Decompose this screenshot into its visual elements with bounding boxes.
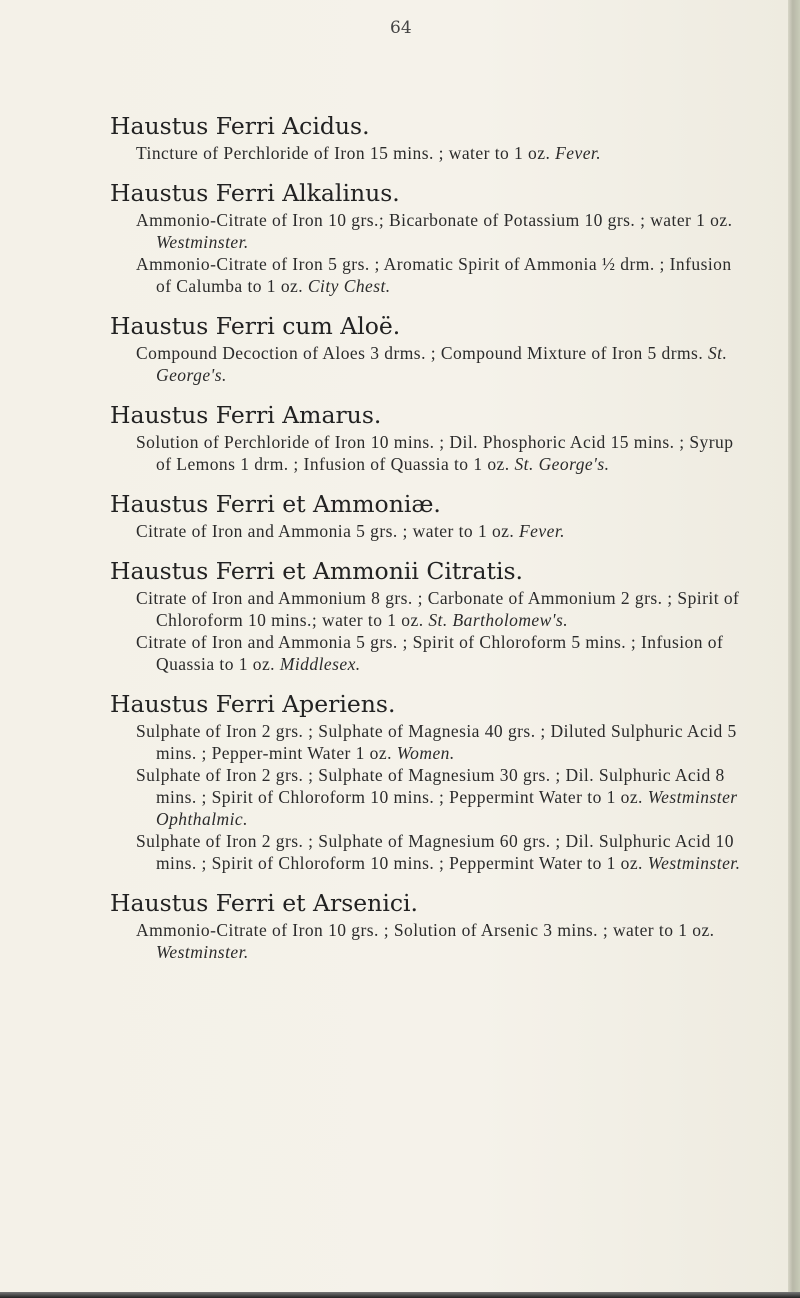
page-edge-bottom [0, 1292, 800, 1298]
recipe [136, 209, 750, 253]
entry-title: Haustus Ferri Alkalinus. [110, 179, 400, 207]
formulary-content [110, 112, 750, 978]
entry-haustus-ferri-aperiens [110, 690, 750, 874]
recipe-text: Compound Decoction of Aloes 3 drms. ; Compound Mixture of Iron 5 drms. [136, 343, 704, 363]
recipe-text: Ammonio-Citrate of Iron 10 grs. ; Solution of Arsenic 3 mins. ; water to 1 oz. [136, 920, 715, 940]
entry-haustus-ferri-amarus [110, 401, 750, 475]
recipe [136, 830, 750, 874]
page-edge-right [788, 0, 800, 1298]
recipe [136, 253, 750, 297]
recipe-text: Sulphate of Iron 2 grs. ; Sulphate of Magnesia 40 grs. ; Diluted Sulphuric Acid 5 mins. ; Pepper-mint Water 1 oz. [136, 721, 737, 763]
recipe [136, 520, 750, 542]
recipe-text: Sulphate of Iron 2 grs. ; Sulphate of Magnesium 30 grs. ; Dil. Sulphuric Acid 8 mins. ; Spirit of Chloroform 10 mins. ; Peppermint Water to 1 oz. [136, 765, 725, 807]
entry-title: Haustus Ferri cum Aloë. [110, 312, 401, 340]
recipe-source: St. George's. [514, 454, 610, 474]
entry-haustus-ferri-acidus [110, 112, 750, 164]
recipe [136, 764, 750, 830]
entry-haustus-ferri-alkalinus [110, 179, 750, 297]
recipe-source: St. Bartholomew's. [428, 610, 569, 630]
entry-title: Haustus Ferri et Ammoniæ. [110, 490, 441, 518]
recipe [136, 431, 750, 475]
entry-haustus-ferri-et-ammoniae [110, 490, 750, 542]
entry-haustus-ferri-et-arsenici [110, 889, 750, 963]
entry-title: Haustus Ferri Acidus. [110, 112, 370, 140]
recipe-text: Ammonio-Citrate of Iron 10 grs.; Bicarbonate of Potassium 10 grs. ; water 1 oz. [136, 210, 733, 230]
recipe-source: Westminster. [156, 942, 249, 962]
recipe-source: City Chest. [307, 276, 391, 296]
entry-haustus-ferri-et-ammonii-citratis [110, 557, 750, 675]
entry-title: Haustus Ferri Aperiens. [110, 690, 396, 718]
recipe [136, 587, 750, 631]
recipe-source: Westminster. [647, 853, 741, 873]
recipe [136, 142, 750, 164]
recipe-text: Sulphate of Iron 2 grs. ; Sulphate of Magnesium 60 grs. ; Dil. Sulphuric Acid 10 mins. ; Spirit of Chloroform 10 mins. ; Peppermint Water to 1 oz. [136, 831, 734, 873]
page-number: 64 [390, 18, 412, 38]
recipe [136, 342, 750, 386]
recipe-source: Middlesex. [279, 654, 361, 674]
entry-title: Haustus Ferri Amarus. [110, 401, 382, 429]
recipe-source: Women. [396, 743, 455, 763]
recipe [136, 631, 750, 675]
entry-haustus-ferri-cum-aloe [110, 312, 750, 386]
recipe-text: Solution of Perchloride of Iron 10 mins. ; Dil. Phosphoric Acid 15 mins. ; Syrup of Lemons 1 drm. ; Infusion of Quassia to 1 oz. [136, 432, 734, 474]
recipe-source: Westminster. [156, 232, 249, 252]
entry-title: Haustus Ferri et Arsenici. [110, 889, 418, 917]
recipe-text: Ammonio-Citrate of Iron 5 grs. ; Aromatic Spirit of Ammonia ½ drm. ; Infusion of Calumba to 1 oz. [136, 254, 732, 296]
entry-title: Haustus Ferri et Ammonii Citratis. [110, 557, 524, 585]
recipe-text: Citrate of Iron and Ammonia 5 grs. ; water to 1 oz. [136, 521, 515, 541]
recipe-text: Tincture of Perchloride of Iron 15 mins. ; water to 1 oz. [136, 143, 551, 163]
recipe-text: Citrate of Iron and Ammonia 5 grs. ; Spirit of Chloroform 5 mins. ; Infusion of Quassia to 1 oz. [136, 632, 724, 674]
recipe-source: Westminster Ophthalmic. [156, 787, 738, 829]
recipe-source: St. George's. [156, 343, 728, 385]
recipe-source: Fever. [519, 521, 565, 541]
recipe [136, 919, 750, 963]
recipe [136, 720, 750, 764]
recipe-source: Fever. [555, 143, 602, 163]
recipe-text: Citrate of Iron and Ammonium 8 grs. ; Carbonate of Ammonium 2 grs. ; Spirit of Chloroform 10 mins.; water to 1 oz. [136, 588, 740, 630]
